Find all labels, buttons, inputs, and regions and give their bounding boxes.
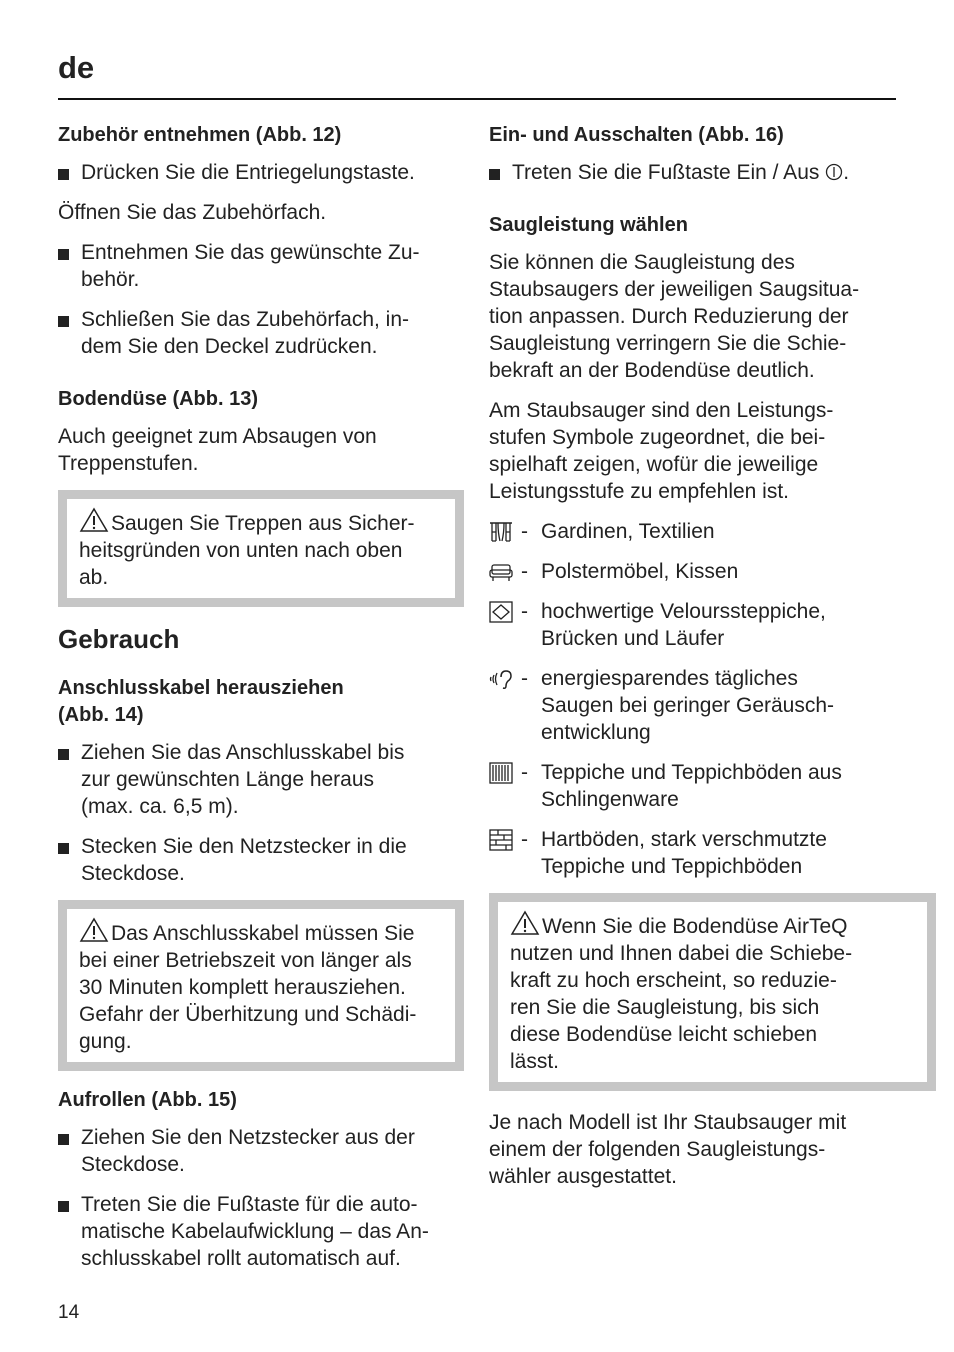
bullet-square-icon xyxy=(58,1201,69,1212)
bullet-square-icon xyxy=(58,169,69,180)
bullet-square-icon xyxy=(58,843,69,854)
velour-carpet-icon xyxy=(489,601,513,623)
bullet-square-icon xyxy=(58,316,69,327)
symbol-row-upholstery: - Polstermöbel, Kissen xyxy=(489,558,895,585)
section-title-remove-accessory: Zubehör entnehmen (Abb. 12) xyxy=(58,124,342,146)
list-item: Ziehen Sie den Netzstecker aus der Steckdose. xyxy=(58,1124,464,1178)
language-code: de xyxy=(58,50,95,85)
warning-box: Saugen Sie Treppen aus Sicher- heitsgründen von unten nach oben ab. xyxy=(58,490,464,607)
list-item: Ziehen Sie das Anschlusskabel bis zur gewünschten Länge heraus (max. ca. 6,5 m). xyxy=(58,739,464,820)
list-item: Stecken Sie den Netzstecker in die Steckdose. xyxy=(58,833,464,887)
list-item: Entnehmen Sie das gewünschte Zu- behör. xyxy=(58,239,464,293)
warning-box: Das Anschlusskabel müssen Sie bei einer Betriebszeit von länger als 30 Minuten komplett herausziehen. Gefahr der Überhitzung und Schädi- gung. xyxy=(58,900,464,1071)
warning-triangle-icon xyxy=(510,910,540,936)
paragraph: Am Staubsauger sind den Leistungs- stufen Symbole zugeordnet, die bei- spielhaft zeigen, wofür die jeweilige Leistungsstufe zu empfehlen ist. xyxy=(489,399,834,503)
paragraph: Je nach Modell ist Ihr Staubsauger mit einem der folgenden Saugleistungs- wähler ausgestattet. xyxy=(489,1111,847,1188)
bullet-square-icon xyxy=(58,1134,69,1145)
symbol-row-curtains: - Gardinen, Textilien xyxy=(489,518,895,545)
hard-floor-icon xyxy=(489,829,513,851)
power-symbol-icon xyxy=(825,163,843,181)
section-title-rewind: Aufrollen (Abb. 15) xyxy=(58,1089,237,1111)
loop-carpet-icon xyxy=(489,762,513,784)
paragraph: Sie können die Saugleistung des Staubsaugers der jeweiligen Saugsitua- tion anpassen. Durch Reduzierung der Saugleistung verringern Sie die Schie- bekraft an der Bodendüse deutlich. xyxy=(489,251,860,382)
symbol-row-loop-carpet: - Teppiche und Teppichböden aus Schlingenware xyxy=(489,759,895,813)
left-column xyxy=(58,122,464,1285)
warning-box: Wenn Sie die Bodendüse AirTeQ nutzen und Ihnen dabei die Schiebe- kraft zu hoch erscheint, so reduzie- ren Sie die Saugleistung, bis sich diese Bodendüse leicht schieben lässt. xyxy=(489,893,936,1091)
symbol-row-velour: - hochwertige Velourssteppiche, Brücken und Läufer xyxy=(489,598,895,652)
bullet-square-icon xyxy=(489,169,500,180)
header-rule xyxy=(58,98,896,100)
bullet-square-icon xyxy=(58,749,69,760)
section-title-pull-cable: Anschlusskabel herausziehen (Abb. 14) xyxy=(58,677,344,726)
paragraph: Auch geeignet zum Absaugen von Treppenstufen. xyxy=(58,425,377,475)
paragraph: Öffnen Sie das Zubehörfach. xyxy=(58,201,327,224)
curtain-icon xyxy=(489,521,513,543)
right-column xyxy=(489,122,895,1203)
list-item: Treten Sie die Fußtaste Ein / Aus . xyxy=(489,159,895,186)
bullet-square-icon xyxy=(58,249,69,260)
section-title-on-off: Ein- und Ausschalten (Abb. 16) xyxy=(489,124,784,146)
list-item: Schließen Sie das Zubehörfach, in- dem Sie den Deckel zudrücken. xyxy=(58,306,464,360)
symbol-row-quiet: - energiesparendes tägliches Saugen bei geringer Geräusch- entwicklung xyxy=(489,665,895,746)
warning-triangle-icon xyxy=(79,507,109,533)
page-number: 14 xyxy=(58,1302,80,1323)
list-item: Drücken Sie die Entriegelungstaste. xyxy=(58,159,464,186)
symbol-row-hard-floor: - Hartböden, stark verschmutzte Teppiche und Teppichböden xyxy=(489,826,895,880)
heading-gebrauch: Gebrauch xyxy=(58,624,180,654)
list-item: Treten Sie die Fußtaste für die auto- matische Kabelaufwicklung – das An- schlusskabel rollt automatisch auf. xyxy=(58,1191,464,1272)
quiet-ear-icon xyxy=(489,668,513,690)
warning-triangle-icon xyxy=(79,917,109,943)
armchair-icon xyxy=(489,561,513,583)
section-title-floor-nozzle: Bodendüse (Abb. 13) xyxy=(58,388,259,410)
section-title-suction-power: Saugleistung wählen xyxy=(489,214,688,236)
